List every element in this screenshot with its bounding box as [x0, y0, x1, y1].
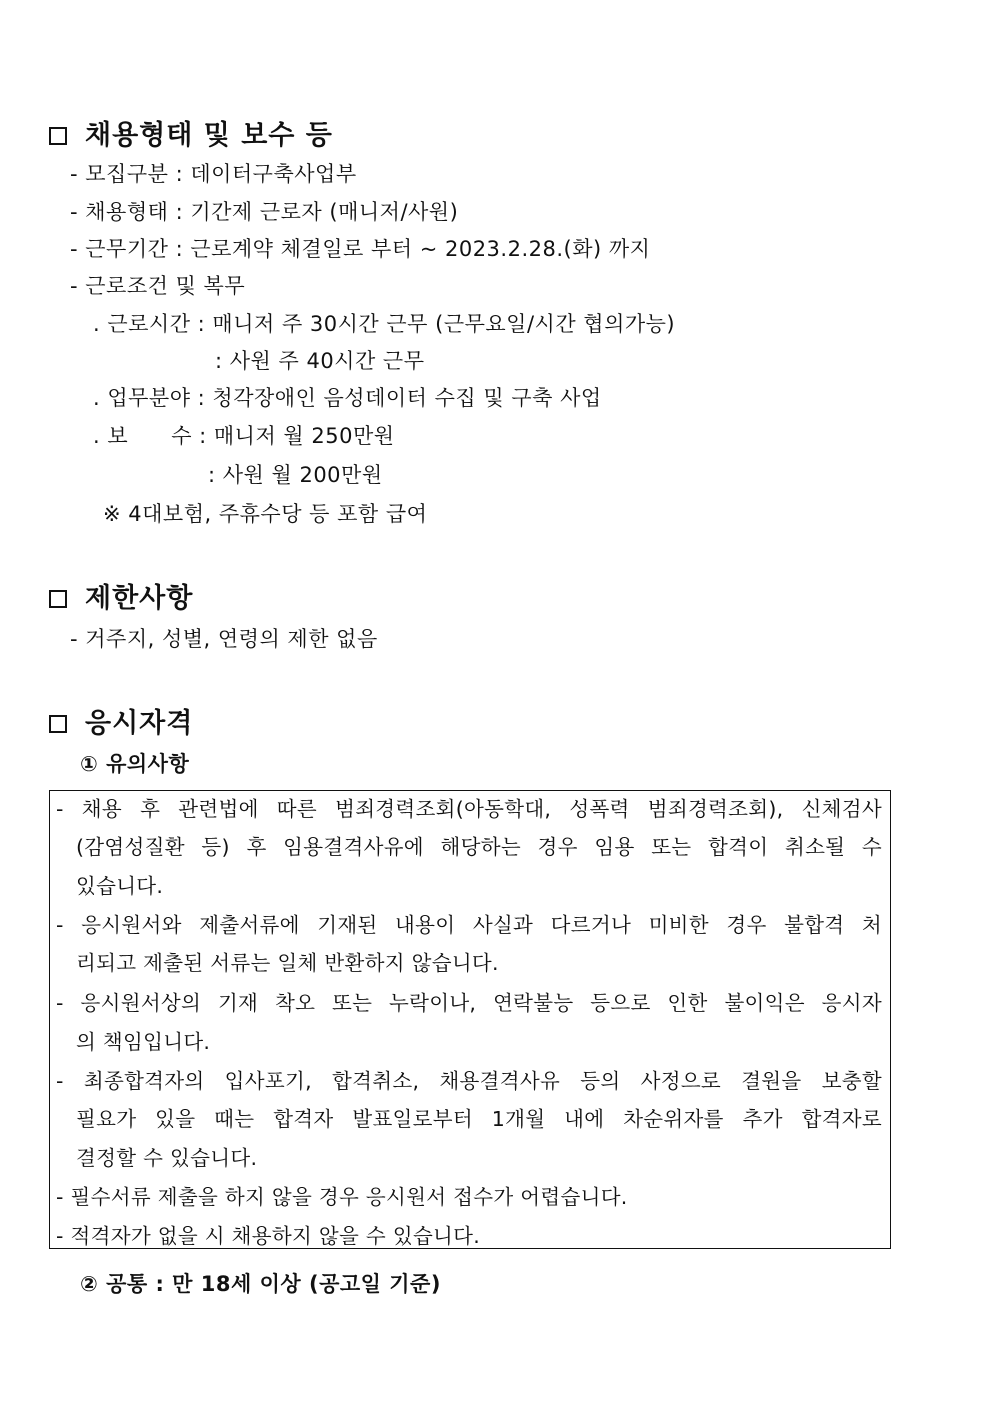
- section-heading-qualifications: 응시자격: [49, 701, 193, 740]
- subheading-common: ② 공통 : 만 18세 이상 (공고일 기준): [80, 1272, 441, 1296]
- notice-line: 결정할 수 있습니다.: [76, 1146, 258, 1170]
- notice-line: - 필수서류 제출을 하지 않을 경우 응시원서 접수가 어렵습니다.: [56, 1185, 628, 1209]
- text-line: - 근로조건 및 복무: [70, 274, 246, 298]
- notice-line: - 적격자가 없을 시 채용하지 않을 수 있습니다.: [56, 1224, 481, 1248]
- notice-line: - 응시원서와 제출서류에 기재된 내용이 사실과 다르거나 미비한 경우 불합격 처: [56, 913, 882, 937]
- text-line: - 근무기간 : 근로계약 체결일로 부터 ~ 2023.2.28.(화) 까지: [70, 237, 651, 261]
- text-line: - 거주지, 성별, 연령의 제한 없음: [70, 627, 378, 651]
- subheading-notes: ① 유의사항: [80, 752, 190, 776]
- square-bullet-icon: [49, 715, 67, 733]
- text-line: : 사원 월 200만원: [208, 463, 383, 487]
- text-line: : 사원 주 40시간 근무: [215, 349, 425, 373]
- notice-line: 있습니다.: [76, 874, 164, 898]
- text-line: - 채용형태 : 기간제 근로자 (매니저/사원): [70, 200, 459, 224]
- notice-line: - 채용 후 관련법에 따른 범죄경력조회(아동학대, 성폭력 범죄경력조회), 신체검사: [56, 797, 882, 821]
- notice-line: 리되고 제출된 서류는 일체 반환하지 않습니다.: [76, 951, 499, 975]
- square-bullet-icon: [49, 127, 67, 145]
- text-line: - 모집구분 : 데이터구축사업부: [70, 162, 357, 186]
- notice-line: 필요가 있을 때는 합격자 발표일로부터 1개월 내에 차순위자를 추가 합격자로: [76, 1107, 882, 1131]
- text-line: . 업무분야 : 청각장애인 음성데이터 수집 및 구축 사업: [93, 386, 602, 410]
- text-line: . 보 수 : 매니저 월 250만원: [93, 424, 395, 448]
- notice-line: 의 책임입니다.: [76, 1030, 211, 1054]
- notice-line: (감염성질환 등) 후 임용결격사유에 해당하는 경우 임용 또는 합격이 취소될 수: [76, 835, 882, 859]
- section-heading-restrictions: 제한사항: [49, 576, 193, 615]
- notice-line: - 최종합격자의 입사포기, 합격취소, 채용결격사유 등의 사정으로 결원을 보충할: [56, 1069, 882, 1093]
- square-bullet-icon: [49, 590, 67, 608]
- notice-line: - 응시원서상의 기재 착오 또는 누락이나, 연락불능 등으로 인한 불이익은 응시자: [56, 991, 882, 1015]
- text-line: . 근로시간 : 매니저 주 30시간 근무 (근무요일/시간 협의가능): [93, 312, 676, 336]
- note-line: ※ 4대보험, 주휴수당 등 포함 급여: [103, 502, 428, 526]
- section-heading-employment: 채용형태 및 보수 등: [49, 113, 333, 152]
